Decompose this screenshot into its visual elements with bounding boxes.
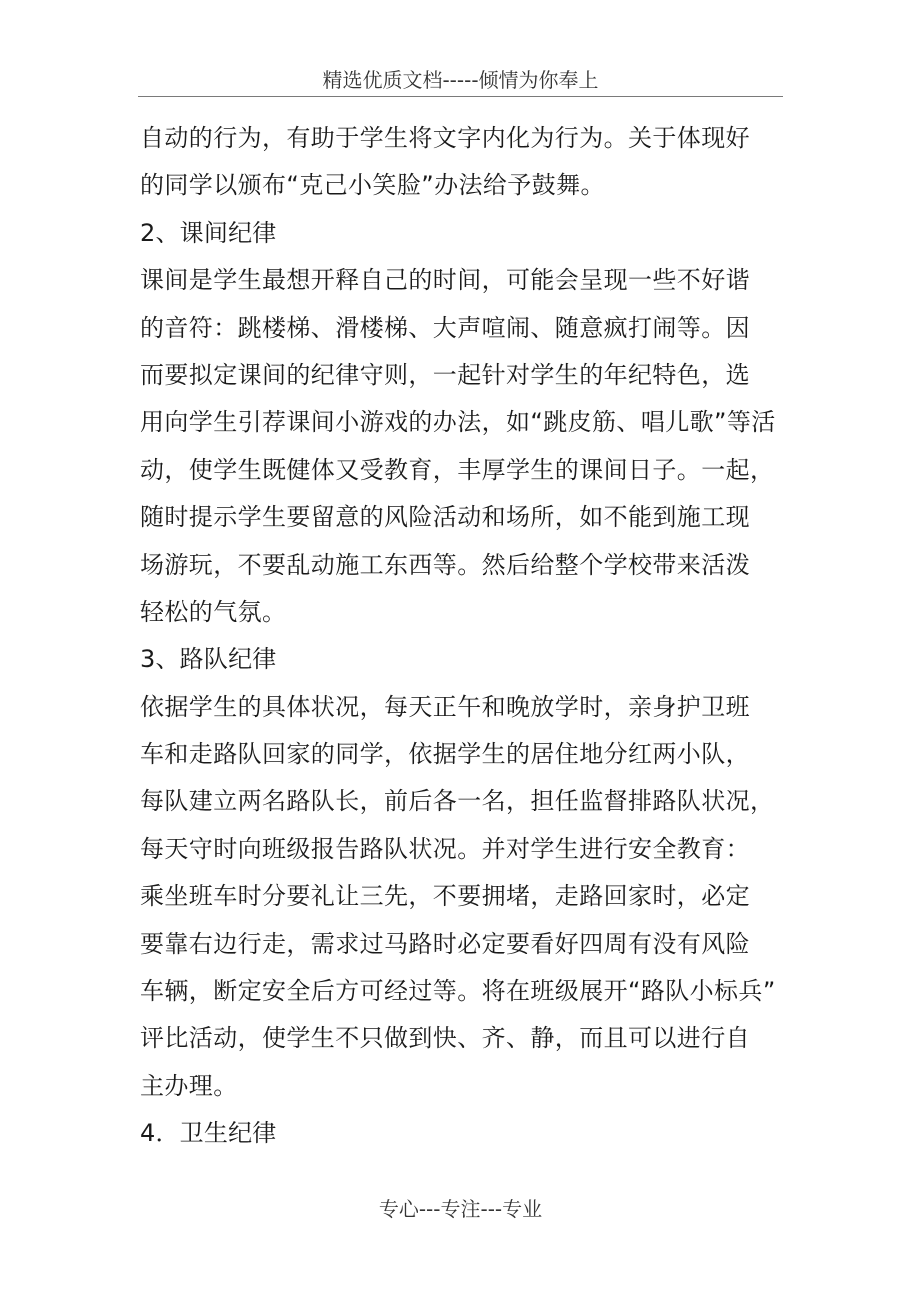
body-line: 而要拟定课间的纪律守则，一起针对学生的年纪特色，选 [140, 360, 750, 389]
header-divider [138, 96, 783, 97]
section-heading-route-discipline: 3、路队纪律 [140, 645, 277, 674]
body-line: 评比活动，使学生不只做到快、齐、静，而且可以进行自 [140, 1024, 750, 1053]
section-heading-break-discipline: 2、课间纪律 [140, 218, 277, 247]
body-line: 轻松的气氛。 [140, 597, 287, 626]
body-line: 自动的行为，有助于学生将文字内化为行为。关于体现好 [140, 124, 750, 152]
body-line: 车辆，断定安全后方可经过等。将在班级展开“路队小标兵” [140, 977, 776, 1006]
body-line: 用向学生引荐课间小游戏的办法，如“跳皮筋、唱儿歌”等活 [140, 408, 776, 437]
body-line: 的音符：跳楼梯、滑楼梯、大声喧闹、随意疯打闹等。因 [140, 313, 750, 342]
body-line: 要靠右边行走，需求过马路时必定要看好四周有没有风险 [140, 929, 750, 958]
page-footer: 专心---专注---专业 [378, 1197, 543, 1221]
body-line: 每天守时向班级报告路队状况。并对学生进行安全教育： [140, 834, 750, 863]
body-line: 每队建立两名路队长，前后各一名，担任监督排路队状况， [140, 787, 775, 816]
body-line: 场游玩，不要乱动施工东西等。然后给整个学校带来活泼 [140, 550, 750, 579]
body-line: 随时提示学生要留意的风险活动和场所，如不能到施工现 [140, 503, 750, 532]
body-line: 乘坐班车时分要礼让三先，不要拥堵，走路回家时，必定 [140, 882, 750, 911]
body-line: 车和走路队回家的同学，依据学生的居住地分红两小队， [140, 740, 750, 769]
body-line: 动，使学生既健体又受教育，丰厚学生的课间日子。一起， [140, 455, 775, 484]
section-heading-hygiene-discipline: 4．卫生纪律 [140, 1119, 277, 1148]
page-header: 精选优质文档-----倾情为你奉上 [322, 68, 599, 92]
body-line: 课间是学生最想开释自己的时间，可能会呈现一些不好谐 [140, 266, 750, 295]
document-body [140, 115, 790, 1158]
body-line: 的同学以颁布“克己小笑脸”办法给予鼓舞。 [140, 171, 605, 200]
body-line: 主办理。 [140, 1071, 238, 1100]
body-line: 依据学生的具体状况，每天正午和晚放学时，亲身护卫班 [140, 692, 750, 721]
